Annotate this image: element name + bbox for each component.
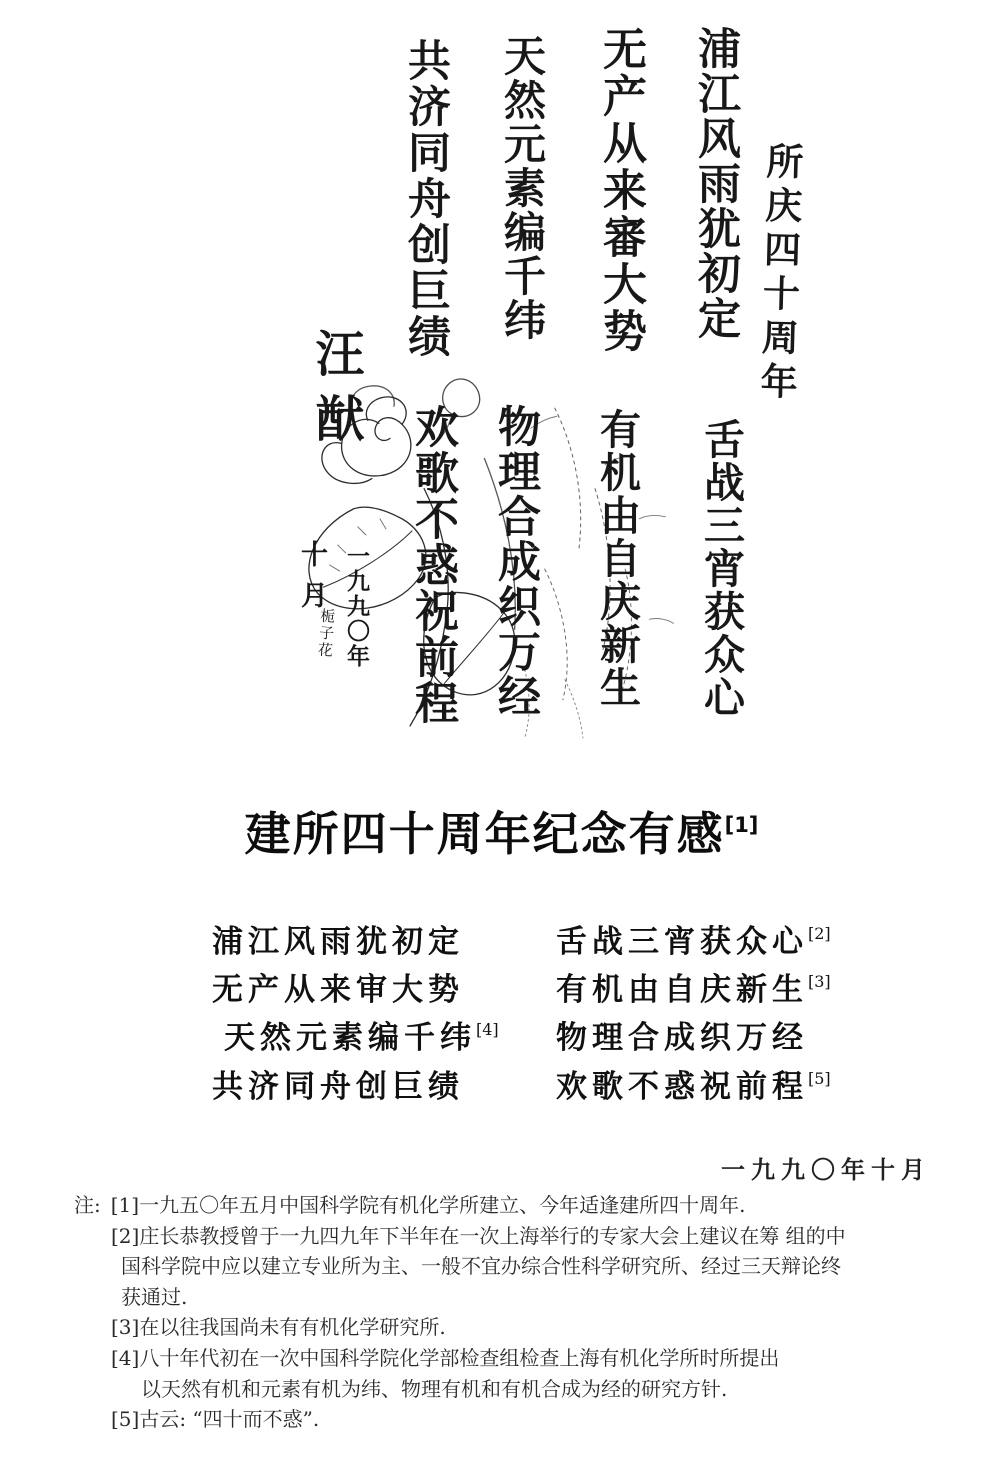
poem-line-1-left: 浦江风雨犹初定	[212, 924, 464, 960]
poem-line-2-left: 无产从来审大势	[212, 972, 464, 1008]
page-title-text: 建所四十周年纪念有感	[244, 807, 725, 861]
calligraphy-verse-2b: 有机由自庆新生	[593, 408, 641, 709]
poem-line-3-right: 物理合成织万经	[556, 1020, 808, 1056]
footnote-3: [3]在以往我国尚未有有机化学研究所.	[111, 1315, 446, 1340]
calligraphy-verse-1b: 舌战三宵获众心	[697, 418, 745, 719]
calligraphy-verse-4b: 欢歌不惑祝前程	[407, 404, 458, 726]
note-marker: [5]	[808, 1069, 831, 1088]
page-title	[0, 798, 1003, 864]
calligraphy-date-month: 十月	[296, 540, 327, 622]
footnote-2-cont: 国科学院中应以建立专业所为主、一般不宜办综合性科学研究所、经过三天辩论终	[121, 1254, 841, 1279]
calligraphy-verse-3b: 物理合成织万经	[491, 404, 541, 719]
note-marker: [3]	[808, 972, 831, 991]
calligraphy-date-year: 一九九〇年	[343, 544, 370, 669]
footnotes-block	[74, 1190, 979, 1435]
poem-line-2	[0, 964, 1003, 1012]
poem-line-3-left: 天然元素编千纬[4]	[224, 1020, 499, 1056]
title-note-marker: [1]	[724, 813, 759, 837]
footnote-5: [5]古云: “四十而不惑”.	[111, 1407, 320, 1432]
poem-line-2-right: 有机由自庆新生[3]	[556, 972, 831, 1008]
poem-date: 一九九〇年十月	[721, 1155, 931, 1184]
calligraphy-verse-3a: 天然元素编千纬	[498, 34, 547, 342]
poem-line-4	[0, 1061, 1003, 1109]
calligraphy-verse-4a: 共济同舟创巨绩	[401, 38, 451, 360]
poem-line-4-left: 共济同舟创巨绩	[212, 1069, 464, 1105]
footnote-2-cont2: 获通过.	[121, 1284, 188, 1309]
calligraphy-flower-note: 栀子花	[315, 607, 337, 660]
footnote-4-cont: 以天然有机和元素有机为纬、物理有机和有机合成为经的研究方针.	[141, 1376, 728, 1401]
poem-line-3	[0, 1012, 1003, 1060]
note-marker: [2]	[808, 924, 831, 943]
notes-label: 注:	[74, 1193, 101, 1217]
calligraphy-verse-2a: 无产从来審大势	[595, 26, 646, 355]
poem-line-1-right: 舌战三宵获众心[2]	[556, 924, 831, 960]
poem-line-1	[0, 916, 1003, 964]
footnote-4: [4]八十年代初在一次中国科学院化学部检查组检查上海有机化学所时所提出	[111, 1345, 780, 1370]
footnote-1: 注: [1]一九五〇年五月中国科学院有机化学所建立、今年适逢建所四十周年.	[74, 1193, 746, 1217]
poem-line-4-right: 欢歌不惑祝前程[5]	[556, 1069, 831, 1105]
calligraphy-dedication: 所庆四十周年	[753, 141, 805, 407]
footnote-2: [2]庄长恭教授曾于一九四九年下半年在一次上海举行的专家大会上建议在筹 组的中	[111, 1223, 846, 1248]
calligraphy-signature: 汪猷	[308, 328, 366, 458]
note-marker: [4]	[476, 1020, 499, 1039]
calligraphy-verse-1a: 浦江风雨犹初定	[691, 26, 741, 341]
